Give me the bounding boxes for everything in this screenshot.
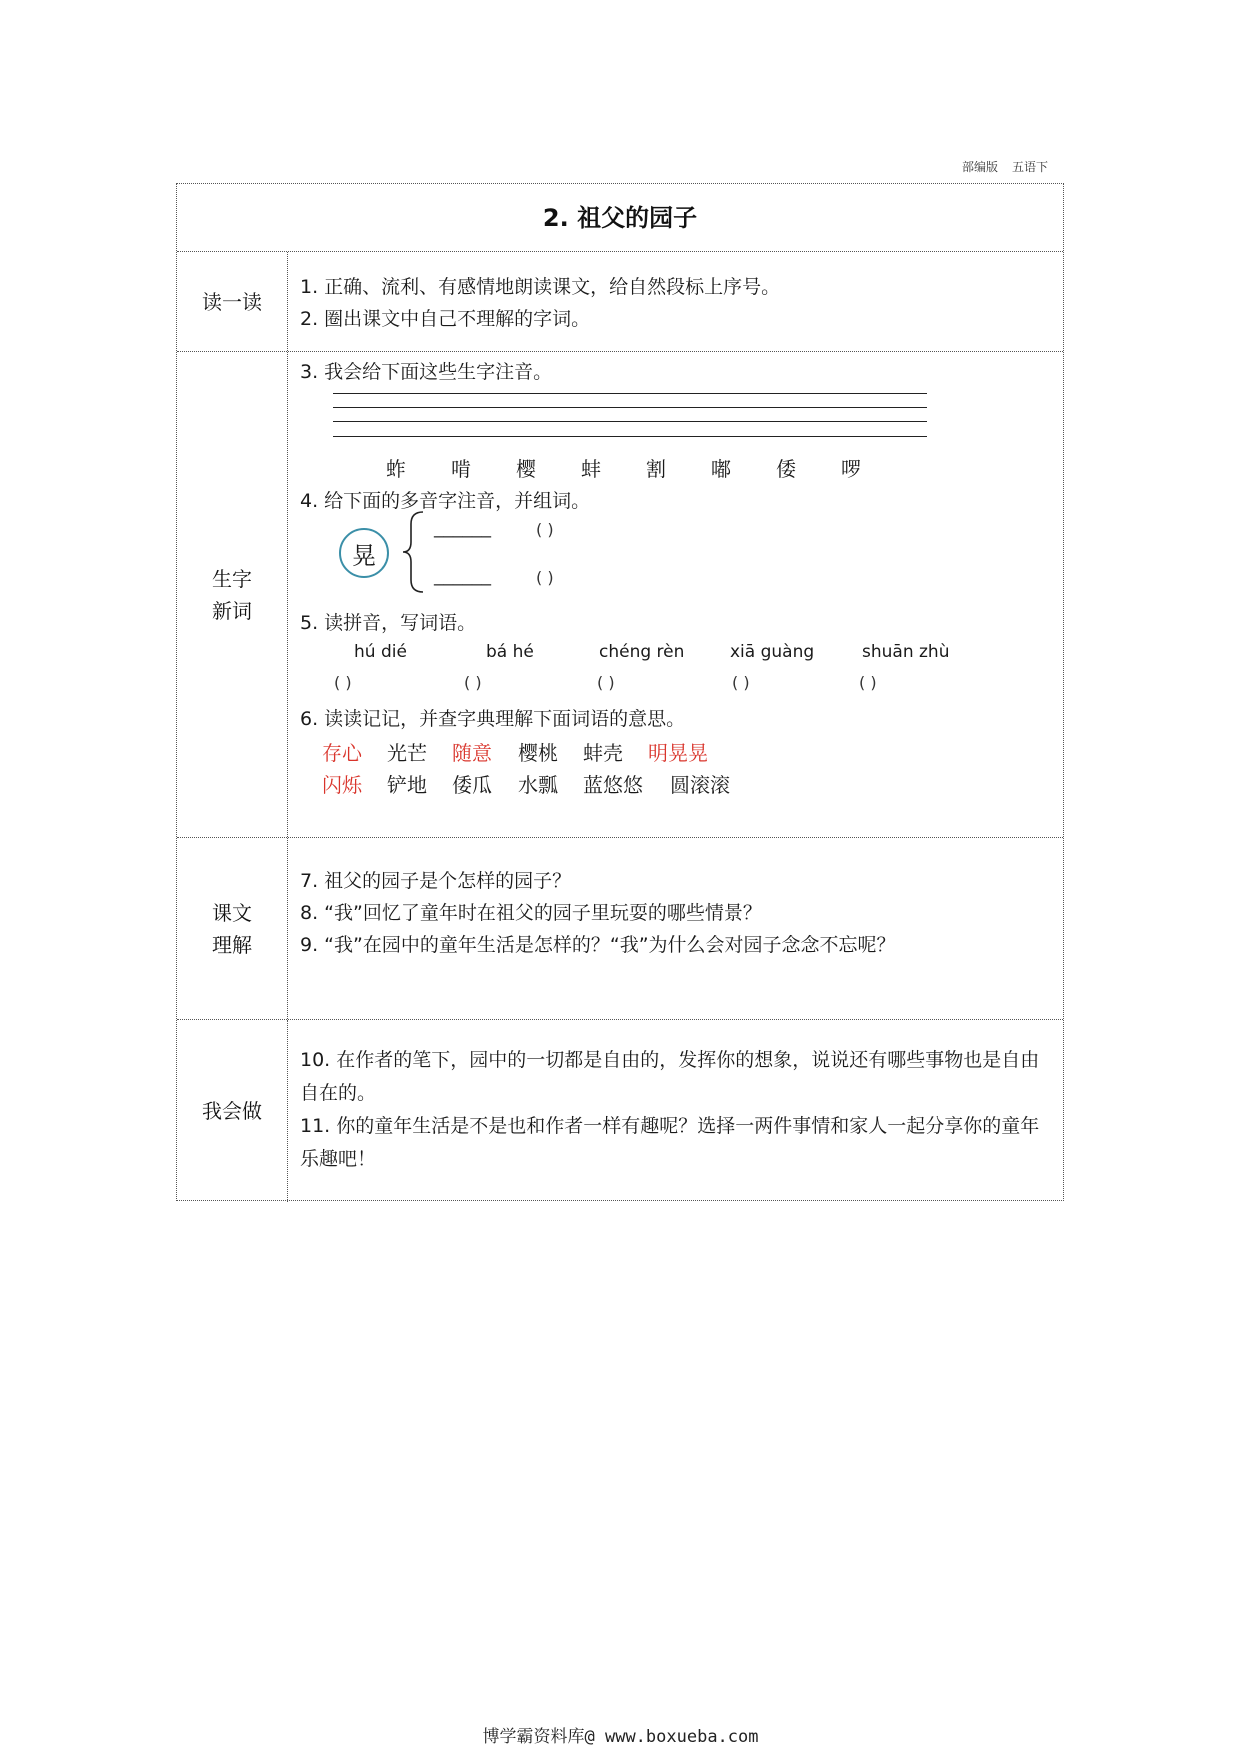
q6-word: 明晃晃 [648,741,708,765]
understand-item-8: 8. “我”回忆了童年时在祖父的园子里玩耍的哪些情景？ [300,902,762,924]
understand-item-7: 7. 祖父的园子是个怎样的园子？ [300,870,572,892]
q6-word: 铲地 [387,773,427,797]
q5-answer-paren: ( ) [732,673,750,692]
q3-characters [300,453,1000,483]
q3-char: 倭 [776,457,796,481]
q5-pinyin: hú dié [354,642,407,662]
do-item-11: 11. 你的童年生活是不是也和作者一样有趣呢？选择一两件事情和家人一起分享你的童年乐趣吧！ [300,1115,1040,1170]
q6-word: 圆滚滚 [670,773,730,797]
section-label-do: 我会做 [177,1020,288,1202]
blank-line-2: ______ [434,564,491,586]
q6-word: 存心 [322,741,362,765]
q3-char: 蚱 [386,457,406,481]
header-note [962,158,1062,175]
q3-char: 割 [646,457,666,481]
q3-char: 嘟 [711,457,731,481]
q3-char: 啃 [451,457,471,481]
q6-word: 蓝悠悠 [583,773,643,797]
edition-label: 部编版 [962,160,999,174]
footer-watermark: 博学霸资料库@ www.boxueba.com [482,1727,759,1747]
read-item-2: 2. 圈出课文中自己不理解的字词。 [300,308,591,330]
q4-text: 4. 给下面的多音字注音，并组词。 [300,490,591,512]
q5-pinyin: chéng rèn [599,642,685,662]
q6-text: 6. 读读记记，并查字典理解下面词语的意思。 [300,708,686,730]
q5-answer-paren: ( ) [859,673,877,692]
section-do [177,1020,1063,1202]
q3-text: 3. 我会给下面这些生字注音。 [300,361,553,383]
section-label-understand: 课文 理解 [177,838,288,1019]
q5-text: 5. 读拼音，写词语。 [300,612,477,634]
grade-label: 五语下 [1012,160,1049,174]
q6-word: 随意 [452,741,492,765]
page-title: 2. 祖父的园子 [177,184,1063,252]
q5-answer-paren: ( ) [597,673,615,692]
read-item-1: 1. 正确、流利、有感情地朗读课文，给自然段标上序号。 [300,276,781,298]
q3-char: 啰 [841,457,861,481]
q6-word: 水瓢 [518,773,558,797]
section-read [177,252,1063,352]
section-label-read: 读一读 [177,252,288,351]
q3-char: 樱 [516,457,536,481]
do-item-10: 10. 在作者的笔下，园中的一切都是自由的，发挥你的想象，说说还有哪些事物也是自由自在的。 [300,1049,1040,1104]
q6-word: 倭瓜 [452,773,492,797]
polyphone-char: 晃 [352,541,376,570]
section-words [177,352,1063,838]
q5-answer-paren: ( ) [464,673,482,692]
q6-word: 闪烁 [322,773,362,797]
brace-icon [401,510,427,594]
q5-pinyin: bá hé [486,642,534,662]
worksheet-table [176,183,1064,1201]
paren-2: ( ) [536,568,554,587]
understand-item-9: 9. “我”在园中的童年生活是怎样的？“我”为什么会对园子念念不忘呢？ [300,934,896,956]
q6-word: 蚌壳 [583,741,623,765]
blank-line-1: ______ [434,516,491,538]
section-understand [177,838,1063,1020]
q3-char: 蚌 [581,457,601,481]
q5-pinyin: xiā guàng [730,642,815,662]
section-label-words: 生字 新词 [177,352,288,837]
polyphone-circle [339,528,389,578]
q6-word: 光芒 [387,741,427,765]
paren-1: ( ) [536,520,554,539]
q6-word: 樱桃 [518,741,558,765]
q5-pinyin: shuān zhù [862,642,950,662]
q5-answer-paren: ( ) [334,673,352,692]
